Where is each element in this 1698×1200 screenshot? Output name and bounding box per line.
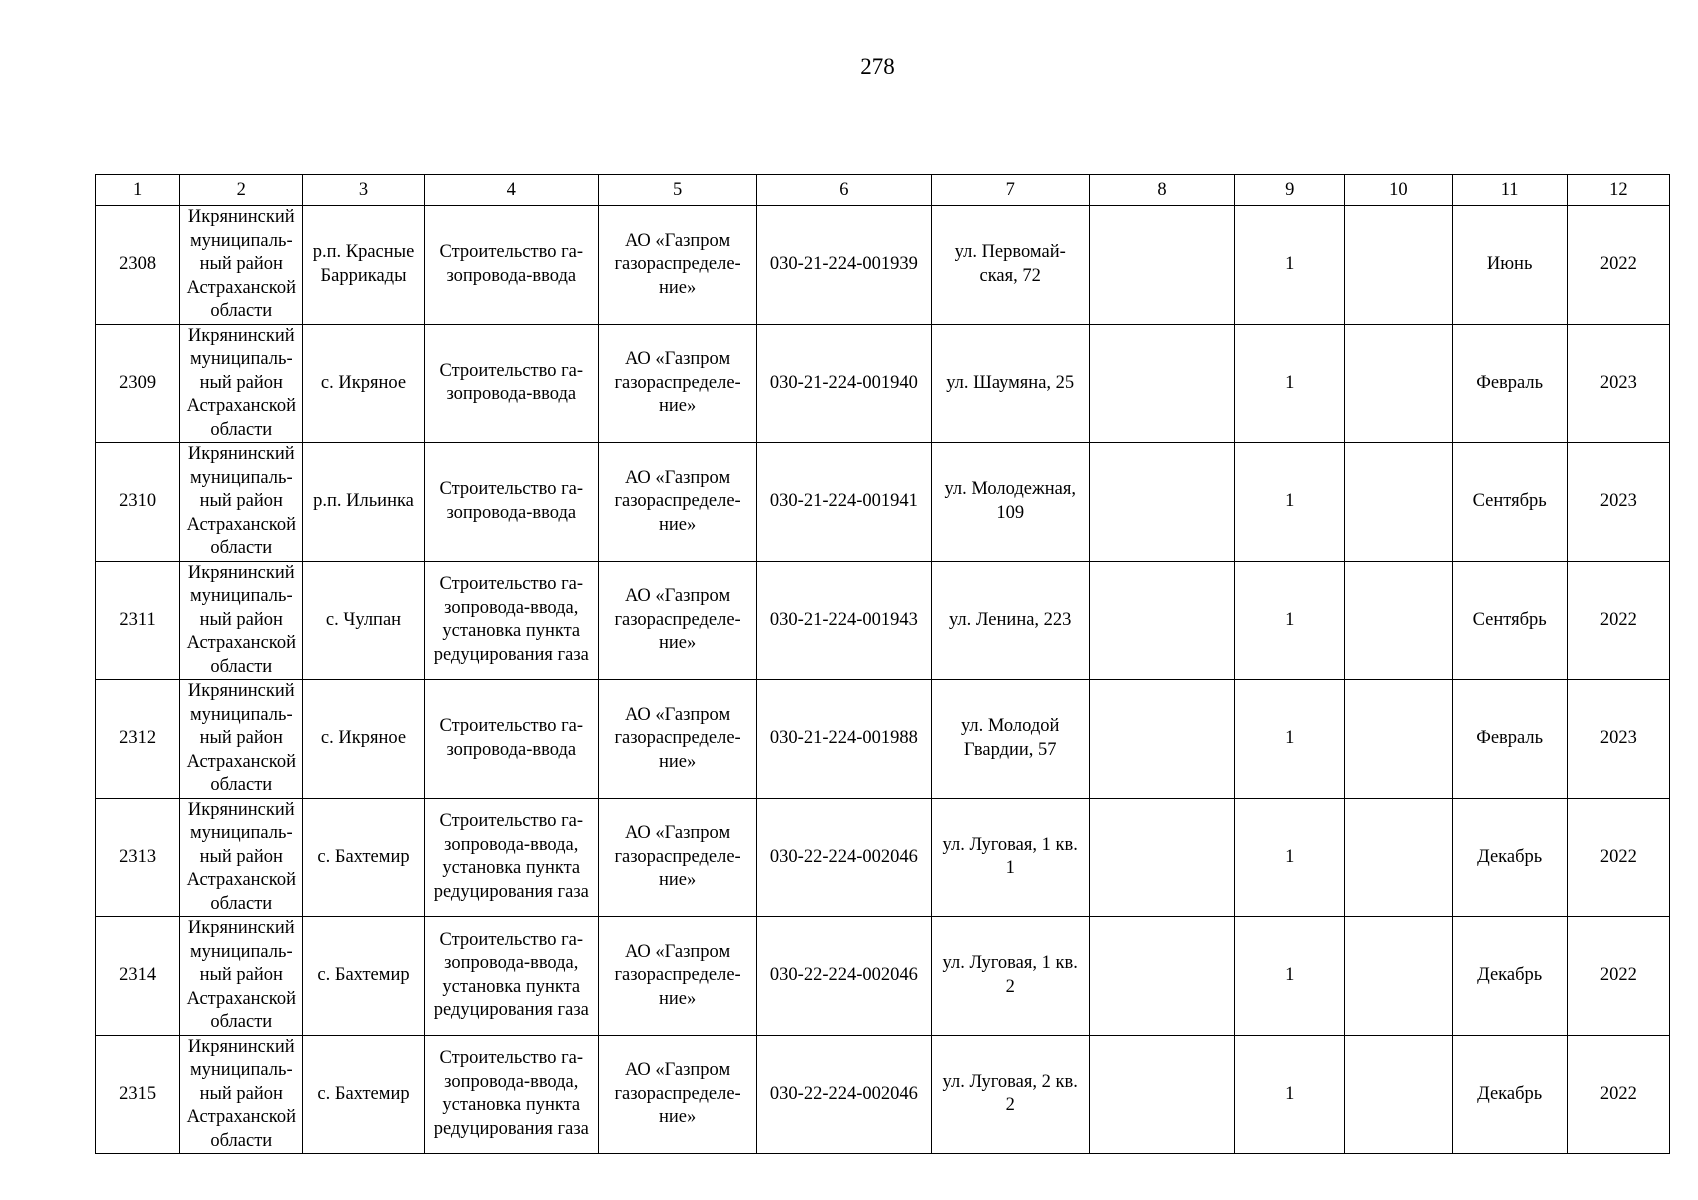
address-cell: ул. Ленина, 223: [931, 561, 1089, 680]
column-8-cell: [1089, 206, 1234, 325]
district-cell: Икрянинский муниципаль- ный район Астраханской области: [180, 680, 303, 799]
address-cell: ул. Первомай- ская, 72: [931, 206, 1089, 325]
object-code-cell: 030-21-224-001941: [757, 443, 931, 562]
district-cell: Икрянинский муниципаль- ный район Астраханской области: [180, 443, 303, 562]
district-cell: Икрянинский муниципаль- ный район Астраханской области: [180, 561, 303, 680]
table-row: [96, 1035, 1670, 1154]
month-cell: Декабрь: [1452, 917, 1567, 1036]
address-cell: ул. Луговая, 2 кв. 2: [931, 1035, 1089, 1154]
organization-cell: АО «Газпром газораспределе- ние»: [598, 206, 756, 325]
column-9-cell: 1: [1235, 324, 1345, 443]
month-cell: Декабрь: [1452, 798, 1567, 917]
work-type-cell: Строительство га- зопровода-ввода: [424, 324, 598, 443]
table-row: [96, 324, 1670, 443]
locality-cell: с. Чулпан: [303, 561, 424, 680]
year-cell: 2022: [1567, 206, 1669, 325]
locality-cell: с. Бахтемир: [303, 917, 424, 1036]
organization-cell: АО «Газпром газораспределе- ние»: [598, 1035, 756, 1154]
organization-cell: АО «Газпром газораспределе- ние»: [598, 443, 756, 562]
month-cell: Февраль: [1452, 680, 1567, 799]
organization-cell: АО «Газпром газораспределе- ние»: [598, 680, 756, 799]
year-cell: 2023: [1567, 324, 1669, 443]
work-type-cell: Строительство га- зопровода-ввода, установка пункта редуцирования газа: [424, 561, 598, 680]
column-8-cell: [1089, 561, 1234, 680]
table-row: [96, 680, 1670, 799]
row-number-cell: 2309: [96, 324, 180, 443]
column-10-cell: [1345, 798, 1452, 917]
column-8-cell: [1089, 680, 1234, 799]
header-cell: 8: [1089, 175, 1234, 206]
month-cell: Сентябрь: [1452, 561, 1567, 680]
object-code-cell: 030-21-224-001988: [757, 680, 931, 799]
column-10-cell: [1345, 561, 1452, 680]
district-cell: Икрянинский муниципаль- ный район Астраханской области: [180, 917, 303, 1036]
data-table: [95, 174, 1670, 1154]
year-cell: 2023: [1567, 443, 1669, 562]
header-cell: 12: [1567, 175, 1669, 206]
column-8-cell: [1089, 917, 1234, 1036]
row-number-cell: 2311: [96, 561, 180, 680]
object-code-cell: 030-21-224-001943: [757, 561, 931, 680]
table-header-row: [96, 175, 1670, 206]
column-8-cell: [1089, 324, 1234, 443]
year-cell: 2022: [1567, 1035, 1669, 1154]
column-8-cell: [1089, 798, 1234, 917]
column-8-cell: [1089, 1035, 1234, 1154]
month-cell: Февраль: [1452, 324, 1567, 443]
month-cell: Декабрь: [1452, 1035, 1567, 1154]
column-10-cell: [1345, 680, 1452, 799]
column-9-cell: 1: [1235, 443, 1345, 562]
district-cell: Икрянинский муниципаль- ный район Астраханской области: [180, 324, 303, 443]
row-number-cell: 2313: [96, 798, 180, 917]
object-code-cell: 030-21-224-001939: [757, 206, 931, 325]
work-type-cell: Строительство га- зопровода-ввода: [424, 443, 598, 562]
table-body: [96, 175, 1670, 1154]
address-cell: ул. Луговая, 1 кв. 2: [931, 917, 1089, 1036]
object-code-cell: 030-22-224-002046: [757, 1035, 931, 1154]
address-cell: ул. Молодой Гвардии, 57: [931, 680, 1089, 799]
organization-cell: АО «Газпром газораспределе- ние»: [598, 324, 756, 443]
header-cell: 7: [931, 175, 1089, 206]
header-cell: 4: [424, 175, 598, 206]
column-9-cell: 1: [1235, 561, 1345, 680]
address-cell: ул. Луговая, 1 кв. 1: [931, 798, 1089, 917]
organization-cell: АО «Газпром газораспределе- ние»: [598, 917, 756, 1036]
row-number-cell: 2308: [96, 206, 180, 325]
address-cell: ул. Молодежная, 109: [931, 443, 1089, 562]
column-10-cell: [1345, 1035, 1452, 1154]
work-type-cell: Строительство га- зопровода-ввода, установка пункта редуцирования газа: [424, 1035, 598, 1154]
table-row: [96, 917, 1670, 1036]
locality-cell: с. Бахтемир: [303, 1035, 424, 1154]
district-cell: Икрянинский муниципаль- ный район Астраханской области: [180, 206, 303, 325]
column-9-cell: 1: [1235, 1035, 1345, 1154]
column-10-cell: [1345, 324, 1452, 443]
locality-cell: р.п. Ильинка: [303, 443, 424, 562]
year-cell: 2022: [1567, 561, 1669, 680]
column-9-cell: 1: [1235, 798, 1345, 917]
organization-cell: АО «Газпром газораспределе- ние»: [598, 561, 756, 680]
work-type-cell: Строительство га- зопровода-ввода: [424, 680, 598, 799]
column-10-cell: [1345, 206, 1452, 325]
work-type-cell: Строительство га- зопровода-ввода: [424, 206, 598, 325]
organization-cell: АО «Газпром газораспределе- ние»: [598, 798, 756, 917]
column-10-cell: [1345, 917, 1452, 1036]
header-cell: 6: [757, 175, 931, 206]
year-cell: 2023: [1567, 680, 1669, 799]
row-number-cell: 2314: [96, 917, 180, 1036]
address-cell: ул. Шаумяна, 25: [931, 324, 1089, 443]
header-cell: 11: [1452, 175, 1567, 206]
district-cell: Икрянинский муниципаль- ный район Астраханской области: [180, 798, 303, 917]
row-number-cell: 2310: [96, 443, 180, 562]
object-code-cell: 030-22-224-002046: [757, 798, 931, 917]
work-type-cell: Строительство га- зопровода-ввода, установка пункта редуцирования газа: [424, 798, 598, 917]
work-type-cell: Строительство га- зопровода-ввода, установка пункта редуцирования газа: [424, 917, 598, 1036]
header-cell: 2: [180, 175, 303, 206]
column-8-cell: [1089, 443, 1234, 562]
district-cell: Икрянинский муниципаль- ный район Астраханской области: [180, 1035, 303, 1154]
month-cell: Сентябрь: [1452, 443, 1567, 562]
year-cell: 2022: [1567, 798, 1669, 917]
year-cell: 2022: [1567, 917, 1669, 1036]
header-cell: 5: [598, 175, 756, 206]
header-cell: 10: [1345, 175, 1452, 206]
locality-cell: р.п. Красные Баррикады: [303, 206, 424, 325]
table-row: [96, 798, 1670, 917]
column-10-cell: [1345, 443, 1452, 562]
table-row: [96, 206, 1670, 325]
header-cell: 9: [1235, 175, 1345, 206]
column-9-cell: 1: [1235, 917, 1345, 1036]
object-code-cell: 030-21-224-001940: [757, 324, 931, 443]
row-number-cell: 2312: [96, 680, 180, 799]
column-9-cell: 1: [1235, 680, 1345, 799]
object-code-cell: 030-22-224-002046: [757, 917, 931, 1036]
column-9-cell: 1: [1235, 206, 1345, 325]
table-row: [96, 443, 1670, 562]
locality-cell: с. Икряное: [303, 324, 424, 443]
header-cell: 1: [96, 175, 180, 206]
locality-cell: с. Бахтемир: [303, 798, 424, 917]
month-cell: Июнь: [1452, 206, 1567, 325]
page-number: 278: [860, 54, 895, 79]
row-number-cell: 2315: [96, 1035, 180, 1154]
header-cell: 3: [303, 175, 424, 206]
table-row: [96, 561, 1670, 680]
locality-cell: с. Икряное: [303, 680, 424, 799]
